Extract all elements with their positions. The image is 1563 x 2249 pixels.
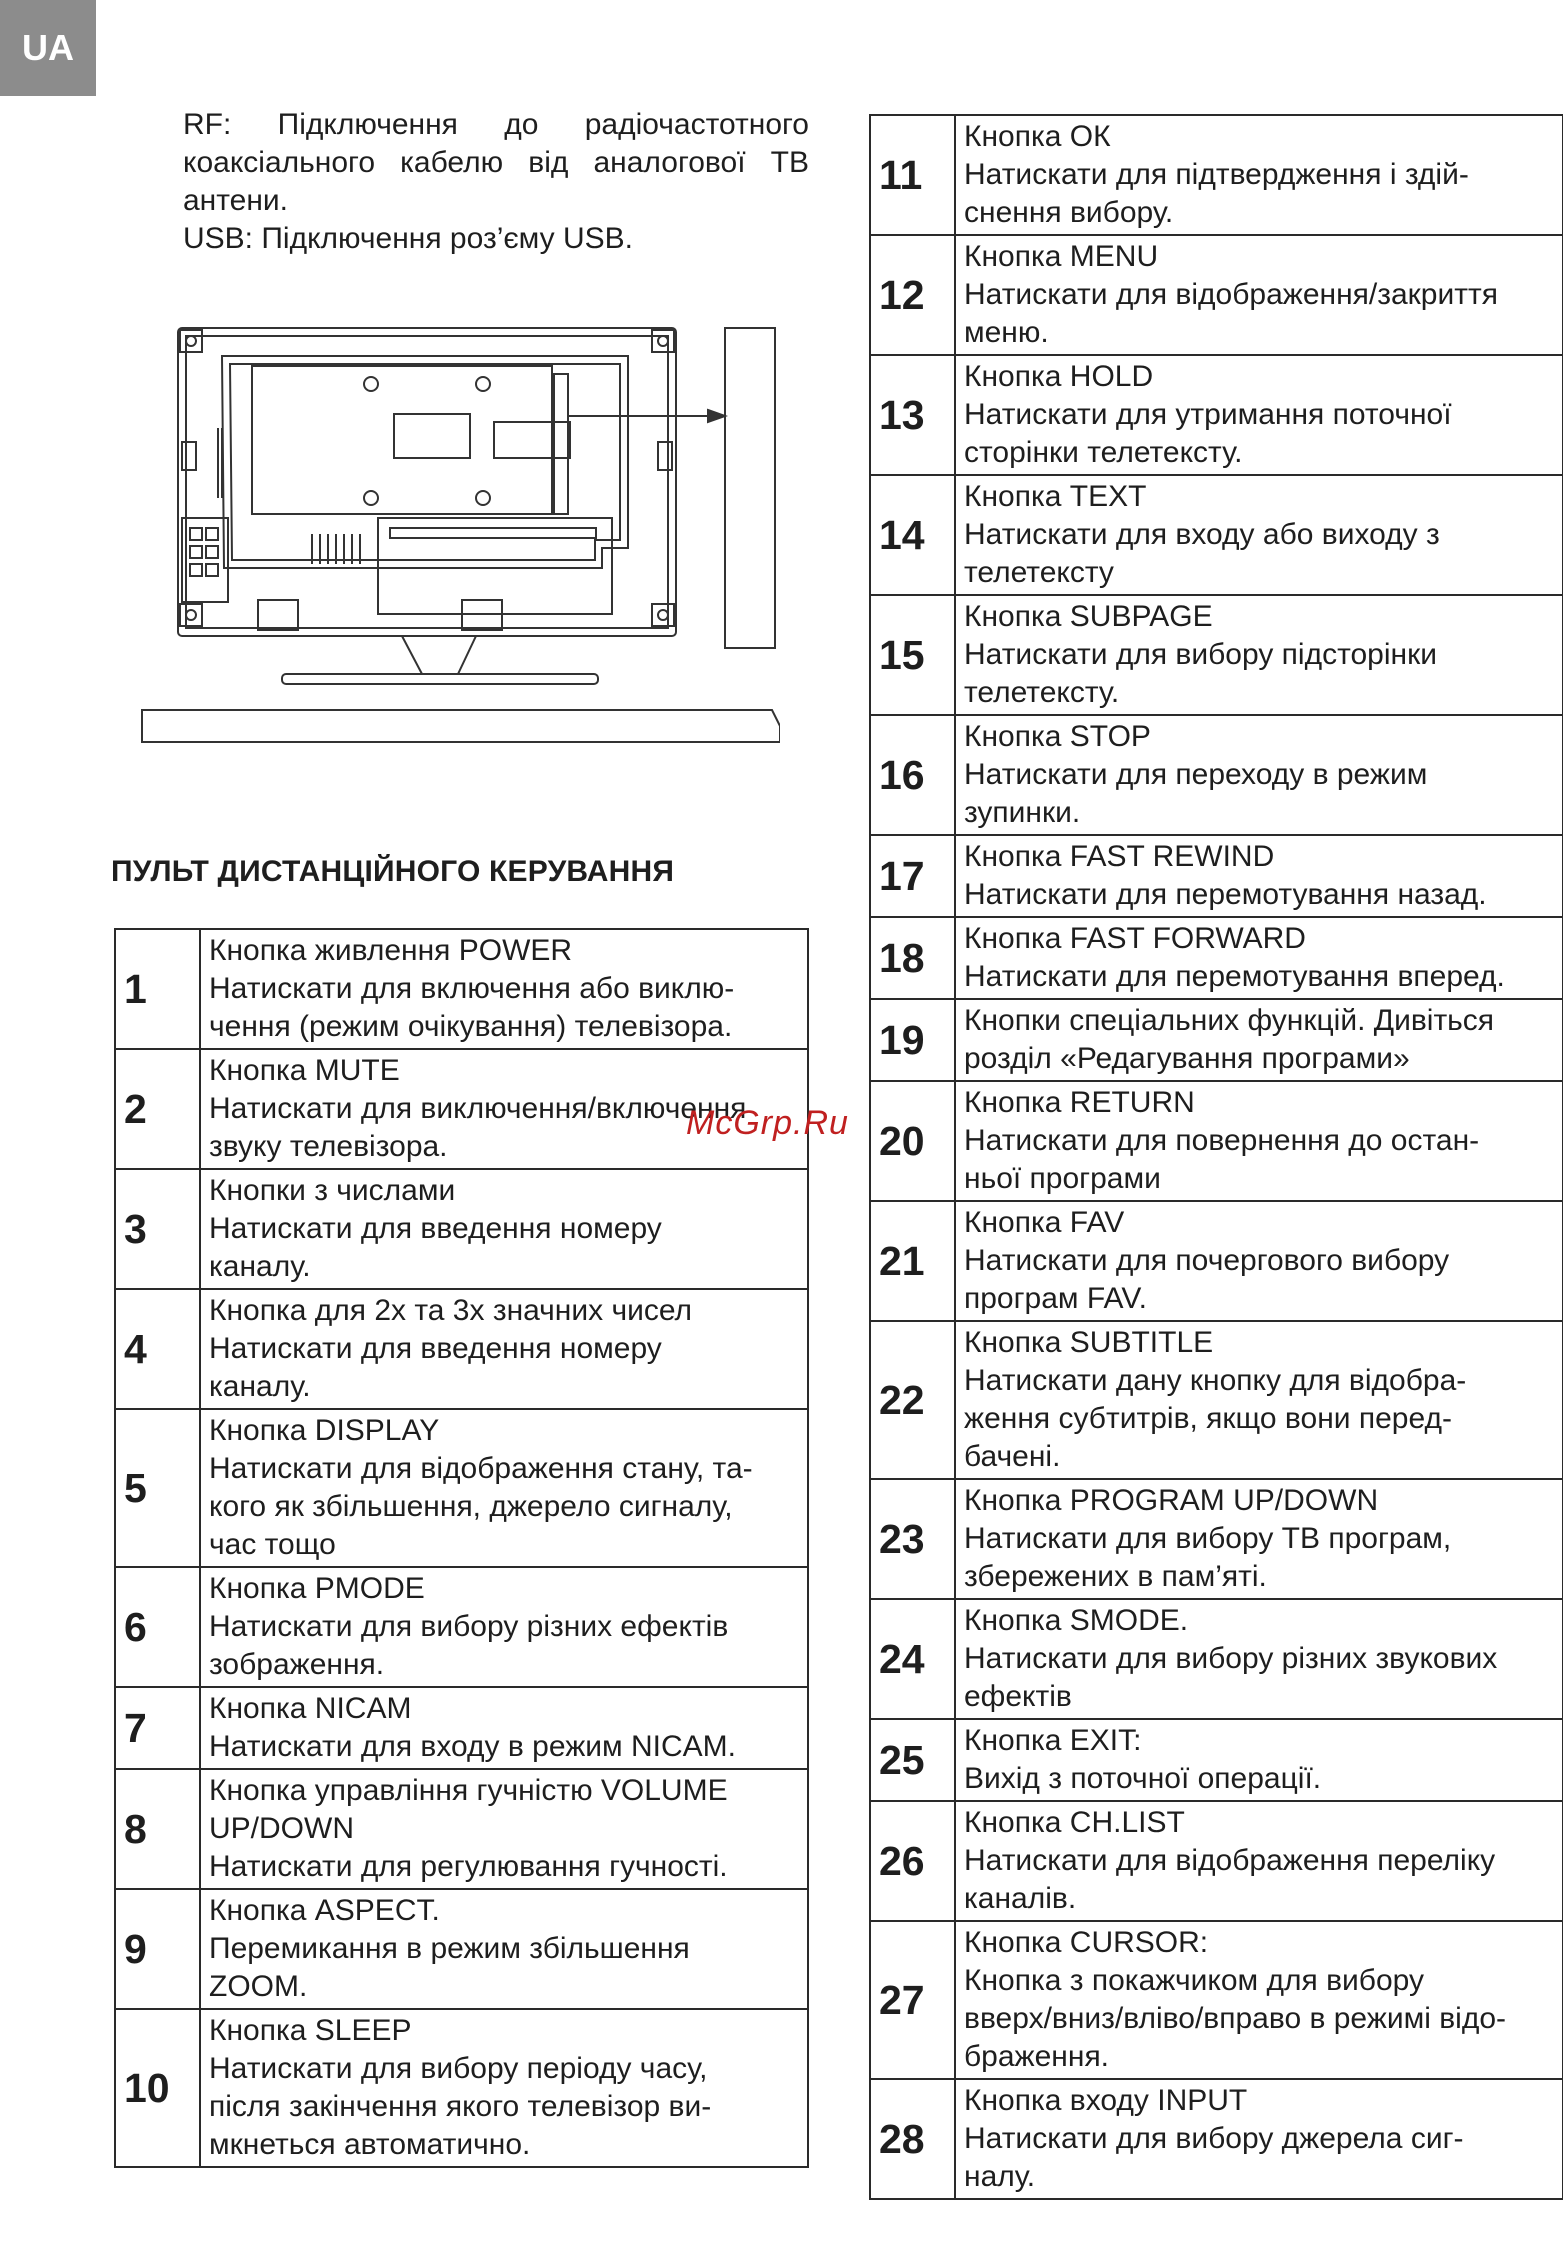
description-line: Кнопка NICAM (209, 1692, 412, 1725)
table-row (870, 999, 1563, 1081)
key-number: 26 (870, 1801, 955, 1921)
intro-rf: RF: Підключення до радіочастотного коаксіального кабелю від аналогової ТВ антени. (183, 108, 809, 217)
description-line: ньої програми (964, 1162, 1161, 1195)
description-line: Кнопка MUTE (209, 1054, 400, 1087)
key-number: 12 (870, 235, 955, 355)
description-line: Кнопка живлення POWER (209, 934, 573, 967)
key-description (200, 1687, 808, 1769)
key-number: 5 (115, 1409, 200, 1567)
key-number: 18 (870, 917, 955, 999)
description-line: Натискати для вибору різних звукових (964, 1642, 1498, 1675)
description-line: Натискати для виключення/включення (209, 1092, 747, 1125)
table-row (870, 1201, 1563, 1321)
description-line: Кнопка SUBTITLE (964, 1326, 1214, 1359)
description-line: Кнопка DISPLAY (209, 1414, 440, 1447)
table-row (870, 715, 1563, 835)
description-line: Натискати для вибору підсторінки (964, 638, 1437, 671)
key-description (200, 929, 808, 1049)
description-line: розділ «Редагування програми» (964, 1042, 1410, 1075)
description-line: сторінки телетексту. (964, 436, 1243, 469)
description-line: мкнеться автоматично. (209, 2128, 531, 2161)
description-line: збережених в пам’яті. (964, 1560, 1267, 1593)
description-line: Натискати для перемотування вперед. (964, 960, 1505, 993)
key-description (955, 999, 1563, 1081)
description-line: ZOOM. (209, 1970, 308, 2003)
key-description (955, 475, 1563, 595)
language-badge: UA (0, 0, 96, 96)
description-line: каналу. (209, 1250, 311, 1283)
table-row (870, 835, 1563, 917)
table-row (115, 1289, 808, 1409)
description-line: UP/DOWN (209, 1812, 354, 1845)
description-line: Натискати для переходу в режим (964, 758, 1428, 791)
description-line: снення вибору. (964, 196, 1174, 229)
description-line: Натискати дану кнопку для відобра- (964, 1364, 1467, 1397)
table-row (870, 235, 1563, 355)
key-number: 13 (870, 355, 955, 475)
description-line: Кнопка RETURN (964, 1086, 1195, 1119)
description-line: вверх/вниз/вліво/вправо в режимі відо- (964, 2002, 1507, 2035)
key-number: 27 (870, 1921, 955, 2079)
key-number: 19 (870, 999, 955, 1081)
description-line: ефектів (964, 1680, 1072, 1713)
key-number: 7 (115, 1687, 200, 1769)
key-description (955, 595, 1563, 715)
description-line: меню. (964, 316, 1049, 349)
description-line: Кнопка ОК (964, 120, 1111, 153)
table-row (870, 475, 1563, 595)
key-number: 28 (870, 2079, 955, 2199)
key-description (200, 1769, 808, 1889)
key-number: 17 (870, 835, 955, 917)
key-description (200, 2009, 808, 2167)
description-line: Натискати для входу або виходу з (964, 518, 1440, 551)
description-line: Кнопка FAST FORWARD (964, 922, 1306, 955)
table-row (115, 2009, 808, 2167)
intro-text (183, 106, 809, 258)
key-description (955, 1921, 1563, 2079)
key-number: 10 (115, 2009, 200, 2167)
description-line: Кнопки спеціальних функцій. Дивіться (964, 1004, 1495, 1037)
key-description (955, 715, 1563, 835)
key-number: 20 (870, 1081, 955, 1201)
table-row (115, 929, 808, 1049)
description-line: Вихід з поточної операції. (964, 1762, 1322, 1795)
description-line: чення (режим очікування) телевізора. (209, 1010, 733, 1043)
intro-usb: USB: Підключення роз’єму USB. (183, 222, 633, 255)
description-line: Кнопка для 2х та 3х значних чисел (209, 1294, 693, 1327)
description-line: Натискати для підтвердження і здій- (964, 158, 1469, 191)
description-line: Натискати для відображення стану, та- (209, 1452, 753, 1485)
description-line: Натискати для вибору ТВ програм, (964, 1522, 1452, 1555)
description-line: Натискати для вибору джерела сиг- (964, 2122, 1464, 2155)
description-line: Кнопка FAST REWIND (964, 840, 1275, 873)
description-line: Натискати для включення або виклю- (209, 972, 735, 1005)
description-line: Натискати для утримання поточної (964, 398, 1452, 431)
section-title: ПУЛЬТ ДИСТАНЦІЙНОГО КЕРУВАННЯ (111, 855, 675, 888)
key-number: 11 (870, 115, 955, 235)
description-line: Кнопка PMODE (209, 1572, 425, 1605)
key-description (955, 355, 1563, 475)
description-line: Кнопка управління гучністю VOLUME (209, 1774, 728, 1807)
key-number: 22 (870, 1321, 955, 1479)
description-line: Кнопка CURSOR: (964, 1926, 1209, 1959)
description-line: каналів. (964, 1882, 1077, 1915)
table-row (115, 1409, 808, 1567)
description-line: Кнопка SLEEP (209, 2014, 412, 2047)
description-line: Кнопка з покажчиком для вибору (964, 1964, 1424, 1997)
description-line: Кнопка FAV (964, 1206, 1125, 1239)
key-description (955, 1479, 1563, 1599)
description-line: Кнопка входу INPUT (964, 2084, 1248, 2117)
table-row (115, 1889, 808, 2009)
table-row (870, 2079, 1563, 2199)
description-line: Кнопка TEXT (964, 480, 1147, 513)
key-description (955, 917, 1563, 999)
description-line: кого як збільшення, джерело сигналу, (209, 1490, 733, 1523)
description-line: Кнопка ASPECT. (209, 1894, 440, 1927)
key-description (200, 1169, 808, 1289)
description-line: Натискати для перемотування назад. (964, 878, 1487, 911)
key-description (200, 1289, 808, 1409)
watermark: McGrp.Ru (686, 1104, 849, 1142)
description-line: Натискати для відображення/закриття (964, 278, 1498, 311)
description-line: Кнопка PROGRAM UP/DOWN (964, 1484, 1379, 1517)
key-number: 2 (115, 1049, 200, 1169)
description-line: Натискати для повернення до остан- (964, 1124, 1480, 1157)
key-description (955, 235, 1563, 355)
table-row (870, 1801, 1563, 1921)
key-description (955, 835, 1563, 917)
table-row (115, 1169, 808, 1289)
description-line: час тощо (209, 1528, 336, 1561)
key-description (955, 1201, 1563, 1321)
table-row (870, 1081, 1563, 1201)
description-line: Натискати для введення номеру (209, 1212, 662, 1245)
description-line: звуку телевізора. (209, 1130, 448, 1163)
table-row (870, 355, 1563, 475)
key-number: 25 (870, 1719, 955, 1801)
description-line: Натискати для відображення переліку (964, 1844, 1496, 1877)
key-number: 3 (115, 1169, 200, 1289)
key-number: 9 (115, 1889, 200, 2009)
key-description (200, 1889, 808, 2009)
description-line: Натискати для входу в режим NICAM. (209, 1730, 736, 1763)
key-number: 8 (115, 1769, 200, 1889)
key-description (955, 1719, 1563, 1801)
table-row (870, 1321, 1563, 1479)
description-line: Натискати для введення номеру (209, 1332, 662, 1365)
description-line: Кнопки з числами (209, 1174, 456, 1207)
description-line: бачені. (964, 1440, 1061, 1473)
description-line: програм FAV. (964, 1282, 1147, 1315)
description-line: ження субтитрів, якщо вони перед- (964, 1402, 1452, 1435)
description-line: Кнопка STOP (964, 720, 1151, 753)
key-number: 24 (870, 1599, 955, 1719)
key-description (955, 1599, 1563, 1719)
key-number: 23 (870, 1479, 955, 1599)
key-description (200, 1409, 808, 1567)
key-description (200, 1567, 808, 1687)
key-number: 1 (115, 929, 200, 1049)
description-line: Кнопка SMODE. (964, 1604, 1189, 1637)
remote-keys-table-right (869, 114, 1563, 2200)
description-line: Натискати для регулювання гучності. (209, 1850, 728, 1883)
table-row (870, 1479, 1563, 1599)
key-number: 16 (870, 715, 955, 835)
description-line: Кнопка EXIT: (964, 1724, 1142, 1757)
description-line: Кнопка SUBPAGE (964, 600, 1213, 633)
description-line: Перемикання в режим збільшення (209, 1932, 690, 1965)
description-line: браження. (964, 2040, 1110, 2073)
description-line: зображення. (209, 1648, 385, 1681)
table-row (870, 1599, 1563, 1719)
description-line: каналу. (209, 1370, 311, 1403)
table-row (870, 1719, 1563, 1801)
description-line: Натискати для вибору періоду часу, (209, 2052, 708, 2085)
key-description (955, 1081, 1563, 1201)
key-description (955, 1801, 1563, 1921)
description-line: телетексту (964, 556, 1114, 589)
description-line: Натискати для почергового вибору (964, 1244, 1450, 1277)
description-line: після закінчення якого телевізор ви- (209, 2090, 712, 2123)
description-line: Кнопка HOLD (964, 360, 1154, 393)
key-description (955, 1321, 1563, 1479)
description-line: телетексту. (964, 676, 1120, 709)
table-row (870, 595, 1563, 715)
key-number: 21 (870, 1201, 955, 1321)
key-number: 4 (115, 1289, 200, 1409)
description-line: налу. (964, 2160, 1036, 2193)
table-row (115, 1687, 808, 1769)
tv-rear-panel-diagram (140, 318, 780, 746)
description-line: Кнопка CH.LIST (964, 1806, 1185, 1839)
description-line: зупинки. (964, 796, 1081, 829)
description-line: Натискати для вибору різних ефектів (209, 1610, 729, 1643)
key-number: 15 (870, 595, 955, 715)
table-row (115, 1769, 808, 1889)
key-number: 6 (115, 1567, 200, 1687)
description-line: Кнопка MENU (964, 240, 1159, 273)
key-number: 14 (870, 475, 955, 595)
table-row (870, 1921, 1563, 2079)
table-row (870, 115, 1563, 235)
key-description (955, 115, 1563, 235)
key-description (955, 2079, 1563, 2199)
table-row (870, 917, 1563, 999)
table-row (115, 1567, 808, 1687)
